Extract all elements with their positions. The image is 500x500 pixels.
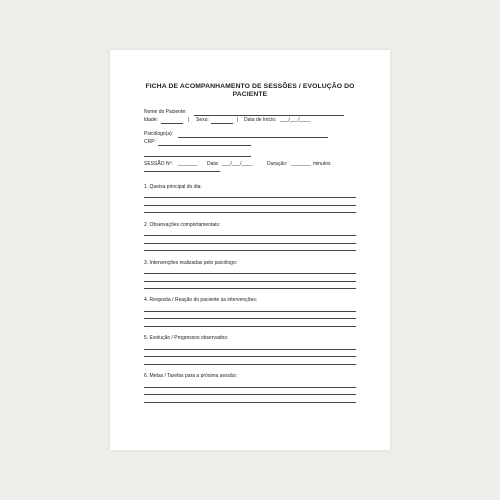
separator-2: | [237,117,239,123]
divider-line [144,156,251,157]
section-label: 3. Intervenções realizadas pelo psicólogo: [144,260,238,266]
section-label: 1. Queixa principal do dia: [144,184,202,190]
answer-line [144,273,356,274]
form-title [110,83,390,100]
answer-line [144,364,356,365]
date-blank: ___/___/____ [222,161,253,167]
answer-line [144,311,356,312]
start-date-blank: ___/___/____ [280,117,311,123]
answer-line [144,326,356,327]
duration-label: Duração: [267,161,288,167]
answer-line [144,318,356,319]
answer-line [144,281,356,282]
patient-name-label: Nome do Paciente: [144,109,187,115]
answer-line [144,402,356,403]
answer-line [144,250,356,251]
separator-1: | [188,117,190,123]
answer-line [144,212,356,213]
answer-line [144,197,356,198]
crp-line [158,145,251,146]
answer-line [144,288,356,289]
age-line [161,123,183,124]
answer-line [144,243,356,244]
date-label: Data: [207,161,219,167]
answer-line [144,387,356,388]
answer-line [144,235,356,236]
answer-line [144,394,356,395]
form-title-line-2: PACIENTE [232,91,268,99]
age-label: Idade: [144,117,158,123]
form-sheet [110,50,390,450]
sex-label: Sexo: [196,117,209,123]
psychologist-line [178,137,328,138]
minutes-label: minutos [313,161,331,167]
answer-line [144,205,356,206]
answer-line [144,349,356,350]
sex-line [211,123,233,124]
crp-label: CRP: [144,139,156,145]
section-label: 6. Metas / Tarefas para a próxima sessão: [144,373,238,379]
answer-line [144,356,356,357]
psychologist-label: Psicólogo(a): [144,131,174,137]
section-label: 5. Evolução / Progressos observados: [144,335,229,341]
session-blank: _______ [178,161,198,167]
start-date-label: Data de Início: [244,117,277,123]
section-label: 4. Resposta / Reação do paciente às intervenções: [144,297,258,303]
form-title-line-1: FICHA DE ACOMPANHAMENTO DE SESSÕES / EVOLUÇÃO DO [145,83,355,90]
patient-name-line [194,115,344,116]
duration-blank: _______ [291,161,311,167]
session-label: SESSÃO Nº: [144,161,173,167]
session-underline [144,171,220,172]
section-label: 2. Observações comportamentais: [144,222,221,228]
